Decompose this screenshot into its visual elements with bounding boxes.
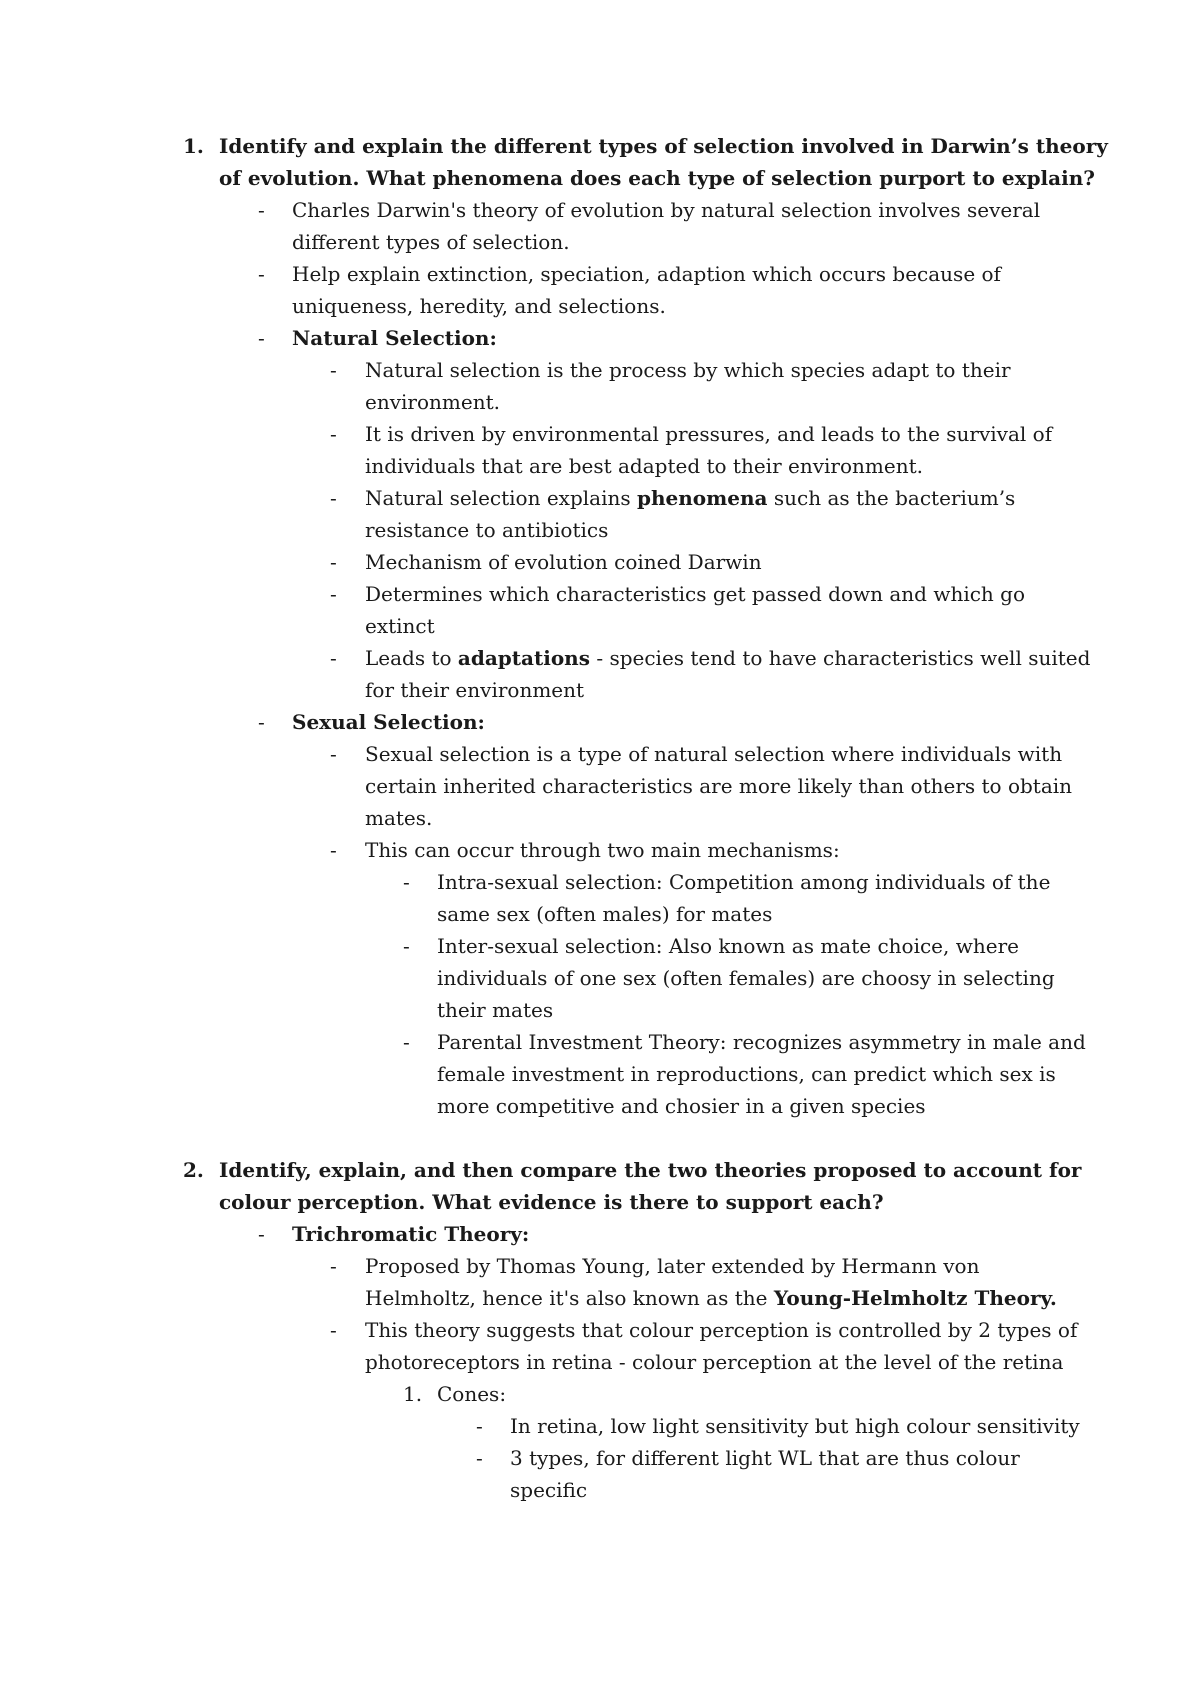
text-run: extinct xyxy=(365,614,435,638)
line-text xyxy=(292,1218,529,1250)
bullet-marker: - xyxy=(258,710,265,734)
line-text xyxy=(365,834,840,866)
line-text xyxy=(437,866,1050,898)
line-text xyxy=(292,706,485,738)
text-line xyxy=(0,322,1160,354)
text-run: Parental Investment Theory: recognizes asymmetry in male and xyxy=(437,1030,1086,1054)
text-run: certain inherited characteristics are more likely than others to obtain xyxy=(365,774,1073,798)
text-line xyxy=(0,1346,1160,1378)
text-line xyxy=(0,514,1160,546)
text-run: Leads to xyxy=(365,646,458,670)
line-text xyxy=(219,1154,1081,1186)
text-run: female investment in reproductions, can predict which sex is xyxy=(437,1062,1056,1086)
line-text xyxy=(292,226,570,258)
text-line xyxy=(0,354,1160,386)
line-text xyxy=(365,1314,1077,1346)
line-text xyxy=(292,194,1040,226)
text-run: individuals of one sex (often females) are choosy in selecting xyxy=(437,966,1055,990)
text-run: such as the bacterium’s xyxy=(767,486,1016,510)
bullet-marker: - xyxy=(330,838,337,862)
line-text xyxy=(365,578,1025,610)
line-text xyxy=(365,546,762,578)
bullet-marker: - xyxy=(258,326,265,350)
text-line xyxy=(0,962,1160,994)
line-text xyxy=(365,642,1090,674)
text-run: Helmholtz, hence it's also known as the xyxy=(365,1286,774,1310)
text-run: specific xyxy=(510,1478,588,1502)
bold-text: Young-Helmholtz Theory. xyxy=(773,1286,1057,1310)
line-text xyxy=(365,354,1011,386)
bullet-marker: - xyxy=(330,582,337,606)
line-text xyxy=(365,514,608,546)
line-text xyxy=(365,1250,979,1282)
bullet-marker: - xyxy=(403,870,410,894)
text-run: uniqueness, heredity, and selections. xyxy=(292,294,666,318)
text-line xyxy=(0,482,1160,514)
text-line xyxy=(0,386,1160,418)
list-number: 1. xyxy=(183,134,204,158)
list-number: 2. xyxy=(183,1158,204,1182)
text-run: Natural selection explains xyxy=(365,486,637,510)
line-text xyxy=(437,994,553,1026)
question-line xyxy=(0,1186,1160,1218)
text-line xyxy=(0,610,1160,642)
line-text xyxy=(365,482,1015,514)
line-text xyxy=(510,1442,1020,1474)
bullet-marker: - xyxy=(330,1254,337,1278)
text-run: for their environment xyxy=(365,678,585,702)
bullet-marker: - xyxy=(330,646,337,670)
bullet-marker: - xyxy=(258,262,265,286)
line-text xyxy=(365,770,1072,802)
text-line xyxy=(0,1058,1160,1090)
line-text xyxy=(510,1410,1080,1442)
line-text xyxy=(219,162,1095,194)
line-text xyxy=(437,898,772,930)
line-text xyxy=(437,1090,926,1122)
text-line xyxy=(0,226,1160,258)
bullet-marker: - xyxy=(330,422,337,446)
question-line xyxy=(0,162,1160,194)
bold-text: Natural Selection: xyxy=(292,326,497,350)
text-run: This theory suggests that colour perception is controlled by 2 types of xyxy=(365,1318,1078,1342)
text-line xyxy=(0,642,1160,674)
bullet-marker: - xyxy=(403,1030,410,1054)
text-line xyxy=(0,802,1160,834)
line-text xyxy=(365,1346,1063,1378)
bold-text: Identify, explain, and then compare the two theories proposed to account for xyxy=(219,1158,1082,1182)
line-text xyxy=(510,1474,587,1506)
text-line xyxy=(0,1250,1160,1282)
bold-text: Sexual Selection: xyxy=(292,710,485,734)
text-run: 3 types, for different light WL that are thus colour xyxy=(510,1446,1020,1470)
question-line xyxy=(0,130,1160,162)
text-line xyxy=(0,1090,1160,1122)
text-line xyxy=(0,1474,1160,1506)
bullet-marker: - xyxy=(330,742,337,766)
text-line xyxy=(0,834,1160,866)
bold-text: Trichromatic Theory: xyxy=(292,1222,530,1246)
text-line xyxy=(0,1282,1160,1314)
text-run: different types of selection. xyxy=(292,230,570,254)
line-text xyxy=(437,1378,506,1410)
text-line xyxy=(0,1026,1160,1058)
line-text xyxy=(365,450,923,482)
text-run: more competitive and chosier in a given species xyxy=(437,1094,926,1118)
text-line xyxy=(0,1218,1160,1250)
line-text xyxy=(365,738,1062,770)
text-run: Determines which characteristics get passed down and which go xyxy=(365,582,1026,606)
text-run: resistance to antibiotics xyxy=(365,518,609,542)
line-text xyxy=(292,322,497,354)
text-line xyxy=(0,418,1160,450)
text-run: Charles Darwin's theory of evolution by natural selection involves several xyxy=(292,198,1041,222)
text-run: - species tend to have characteristics well suited xyxy=(589,646,1091,670)
text-line xyxy=(0,738,1160,770)
line-text xyxy=(292,290,666,322)
text-line xyxy=(0,1378,1160,1410)
text-run: It is driven by environmental pressures, and leads to the survival of xyxy=(365,422,1053,446)
bold-text: adaptations xyxy=(457,646,590,670)
text-run: Natural selection is the process by which species adapt to their xyxy=(365,358,1011,382)
text-run: individuals that are best adapted to their environment. xyxy=(365,454,923,478)
text-line xyxy=(0,866,1160,898)
text-run: This can occur through two main mechanisms: xyxy=(365,838,840,862)
text-run: same sex (often males) for mates xyxy=(437,902,773,926)
text-run: In retina, low light sensitivity but high colour sensitivity xyxy=(510,1414,1080,1438)
line-text xyxy=(365,610,435,642)
line-text xyxy=(437,1058,1056,1090)
line-text xyxy=(437,930,1019,962)
bullet-marker: - xyxy=(330,486,337,510)
question-line xyxy=(0,1154,1160,1186)
line-text xyxy=(437,1026,1086,1058)
text-run: Mechanism of evolution coined Darwin xyxy=(365,550,762,574)
text-run: Cones: xyxy=(437,1382,507,1406)
bullet-marker: - xyxy=(330,1318,337,1342)
text-line xyxy=(0,194,1160,226)
bullet-marker: - xyxy=(258,1222,265,1246)
text-line xyxy=(0,450,1160,482)
text-run: mates. xyxy=(365,806,433,830)
text-line xyxy=(0,1442,1160,1474)
bold-text: Identify and explain the different types of selection involved in Darwin’s theory xyxy=(219,134,1108,158)
bullet-marker: - xyxy=(258,198,265,222)
line-text xyxy=(365,1282,1057,1314)
text-line xyxy=(0,898,1160,930)
text-line xyxy=(0,258,1160,290)
text-line xyxy=(0,290,1160,322)
text-run: Proposed by Thomas Young, later extended by Hermann von xyxy=(365,1254,980,1278)
line-text xyxy=(219,1186,884,1218)
line-text xyxy=(365,802,432,834)
text-line xyxy=(0,994,1160,1026)
bullet-marker: - xyxy=(476,1446,483,1470)
bullet-marker: - xyxy=(330,550,337,574)
text-run: Help explain extinction, speciation, adaption which occurs because of xyxy=(292,262,1001,286)
text-line xyxy=(0,1410,1160,1442)
text-run: Inter-sexual selection: Also known as mate choice, where xyxy=(437,934,1019,958)
text-run: photoreceptors in retina - colour perception at the level of the retina xyxy=(365,1350,1064,1374)
text-run: Intra-sexual selection: Competition among individuals of the xyxy=(437,870,1051,894)
text-run: their mates xyxy=(437,998,554,1022)
line-text xyxy=(365,674,584,706)
text-run: environment. xyxy=(365,390,500,414)
bold-text: colour perception. What evidence is there to support each? xyxy=(219,1190,884,1214)
text-line xyxy=(0,674,1160,706)
bullet-marker: - xyxy=(476,1414,483,1438)
text-line xyxy=(0,770,1160,802)
text-run: Sexual selection is a type of natural selection where individuals with xyxy=(365,742,1063,766)
bullet-marker: - xyxy=(403,934,410,958)
text-line xyxy=(0,1314,1160,1346)
text-line xyxy=(0,578,1160,610)
bullet-marker: - xyxy=(330,358,337,382)
line-text xyxy=(437,962,1055,994)
bold-text: of evolution. What phenomena does each type of selection purport to explain? xyxy=(219,166,1095,190)
text-line xyxy=(0,930,1160,962)
text-line xyxy=(0,546,1160,578)
line-text xyxy=(365,386,500,418)
line-text xyxy=(365,418,1052,450)
line-text xyxy=(219,130,1108,162)
bold-text: phenomena xyxy=(636,486,768,510)
text-line xyxy=(0,706,1160,738)
list-number: 1. xyxy=(403,1382,423,1406)
line-text xyxy=(292,258,1001,290)
